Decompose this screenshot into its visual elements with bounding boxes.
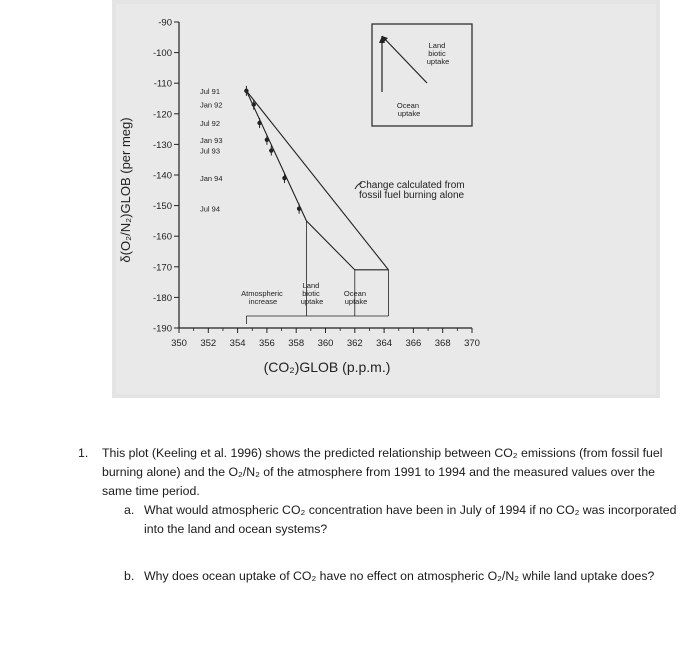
keeling-oxygen-co2-chart bbox=[112, 0, 660, 398]
x-tick-label-7: 364 bbox=[376, 338, 393, 349]
data-point-label-2: Jul 92 bbox=[200, 118, 221, 128]
question-1b-letter: b. bbox=[124, 569, 135, 583]
y-tick-label-6: -150 bbox=[152, 201, 172, 213]
y-tick-label-8: -170 bbox=[152, 262, 172, 274]
inset-land-label: Land biotic uptake bbox=[426, 41, 450, 66]
annotation-change: Change calculated from fossil fuel burning alone bbox=[359, 180, 465, 201]
data-point-label-4: Jul 93 bbox=[200, 146, 221, 156]
annotation-ocean-uptake: Ocean uptake bbox=[343, 289, 368, 306]
data-point-label-6: Jul 94 bbox=[200, 204, 221, 214]
annotation-land-uptake: Land biotic uptake bbox=[300, 281, 324, 306]
question-1a-letter: a. bbox=[124, 503, 135, 517]
data-point-label-1: Jan 92 bbox=[200, 100, 223, 110]
data-point-label-0: Jul 91 bbox=[200, 86, 221, 96]
y-tick-label-5: -140 bbox=[152, 170, 172, 182]
y-tick-label-10: -190 bbox=[152, 323, 172, 335]
data-point-4 bbox=[269, 148, 273, 152]
question-1a bbox=[124, 501, 678, 539]
x-tick-label-5: 360 bbox=[317, 338, 334, 349]
data-point-3 bbox=[265, 138, 269, 142]
y-tick-label-7: -160 bbox=[152, 231, 172, 243]
data-point-1 bbox=[252, 102, 256, 106]
x-tick-label-3: 356 bbox=[258, 338, 275, 349]
x-axis-label: (CO₂)GLOB (p.p.m.) bbox=[263, 359, 391, 375]
x-tick-label-2: 354 bbox=[229, 338, 246, 349]
data-point-0 bbox=[244, 89, 248, 93]
data-point-2 bbox=[257, 121, 261, 125]
data-point-5 bbox=[282, 176, 286, 180]
y-tick-label-0: -90 bbox=[158, 17, 172, 29]
y-tick-label-9: -180 bbox=[152, 292, 172, 304]
y-axis-label: δ(O₂/N₂)GLOB (per meg) bbox=[118, 117, 133, 263]
x-tick-label-0: 350 bbox=[171, 338, 187, 349]
inset-ocean-label: Ocean uptake bbox=[396, 101, 421, 118]
data-point-label-3: Jan 93 bbox=[200, 135, 223, 145]
question-1-number: 1. bbox=[78, 446, 89, 460]
question-block bbox=[78, 444, 678, 586]
y-tick-label-4: -130 bbox=[152, 139, 172, 151]
annotation-atmospheric: Atmospheric increase bbox=[241, 289, 283, 306]
y-tick-label-2: -110 bbox=[153, 78, 172, 90]
x-tick-label-6: 362 bbox=[346, 338, 363, 349]
y-tick-label-1: -100 bbox=[152, 48, 172, 60]
x-tick-label-1: 352 bbox=[200, 338, 217, 349]
y-tick-label-3: -120 bbox=[152, 109, 172, 121]
data-point-label-5: Jan 94 bbox=[200, 174, 223, 184]
x-tick-label-4: 358 bbox=[288, 338, 305, 349]
question-1 bbox=[78, 444, 678, 501]
question-1-text: This plot (Keeling et al. 1996) shows the predicted relationship between CO₂ emissions (from fossil fuel burning alone) and the O₂/N₂ of the atmosphere from 1991 to 1994 and the measured values over the same time period. bbox=[102, 446, 663, 498]
x-tick-label-8: 366 bbox=[405, 338, 422, 349]
x-tick-label-9: 368 bbox=[434, 338, 451, 349]
question-1b bbox=[124, 567, 678, 586]
question-1b-text: Why does ocean uptake of CO₂ have no effect on atmospheric O₂/N₂ while land uptake does? bbox=[144, 569, 655, 583]
question-1a-text: What would atmospheric CO₂ concentration have been in July of 1994 if no CO₂ was incorporated into the land and ocean systems? bbox=[144, 503, 677, 536]
x-tick-label-10: 370 bbox=[464, 338, 480, 349]
data-point-6 bbox=[297, 206, 301, 210]
